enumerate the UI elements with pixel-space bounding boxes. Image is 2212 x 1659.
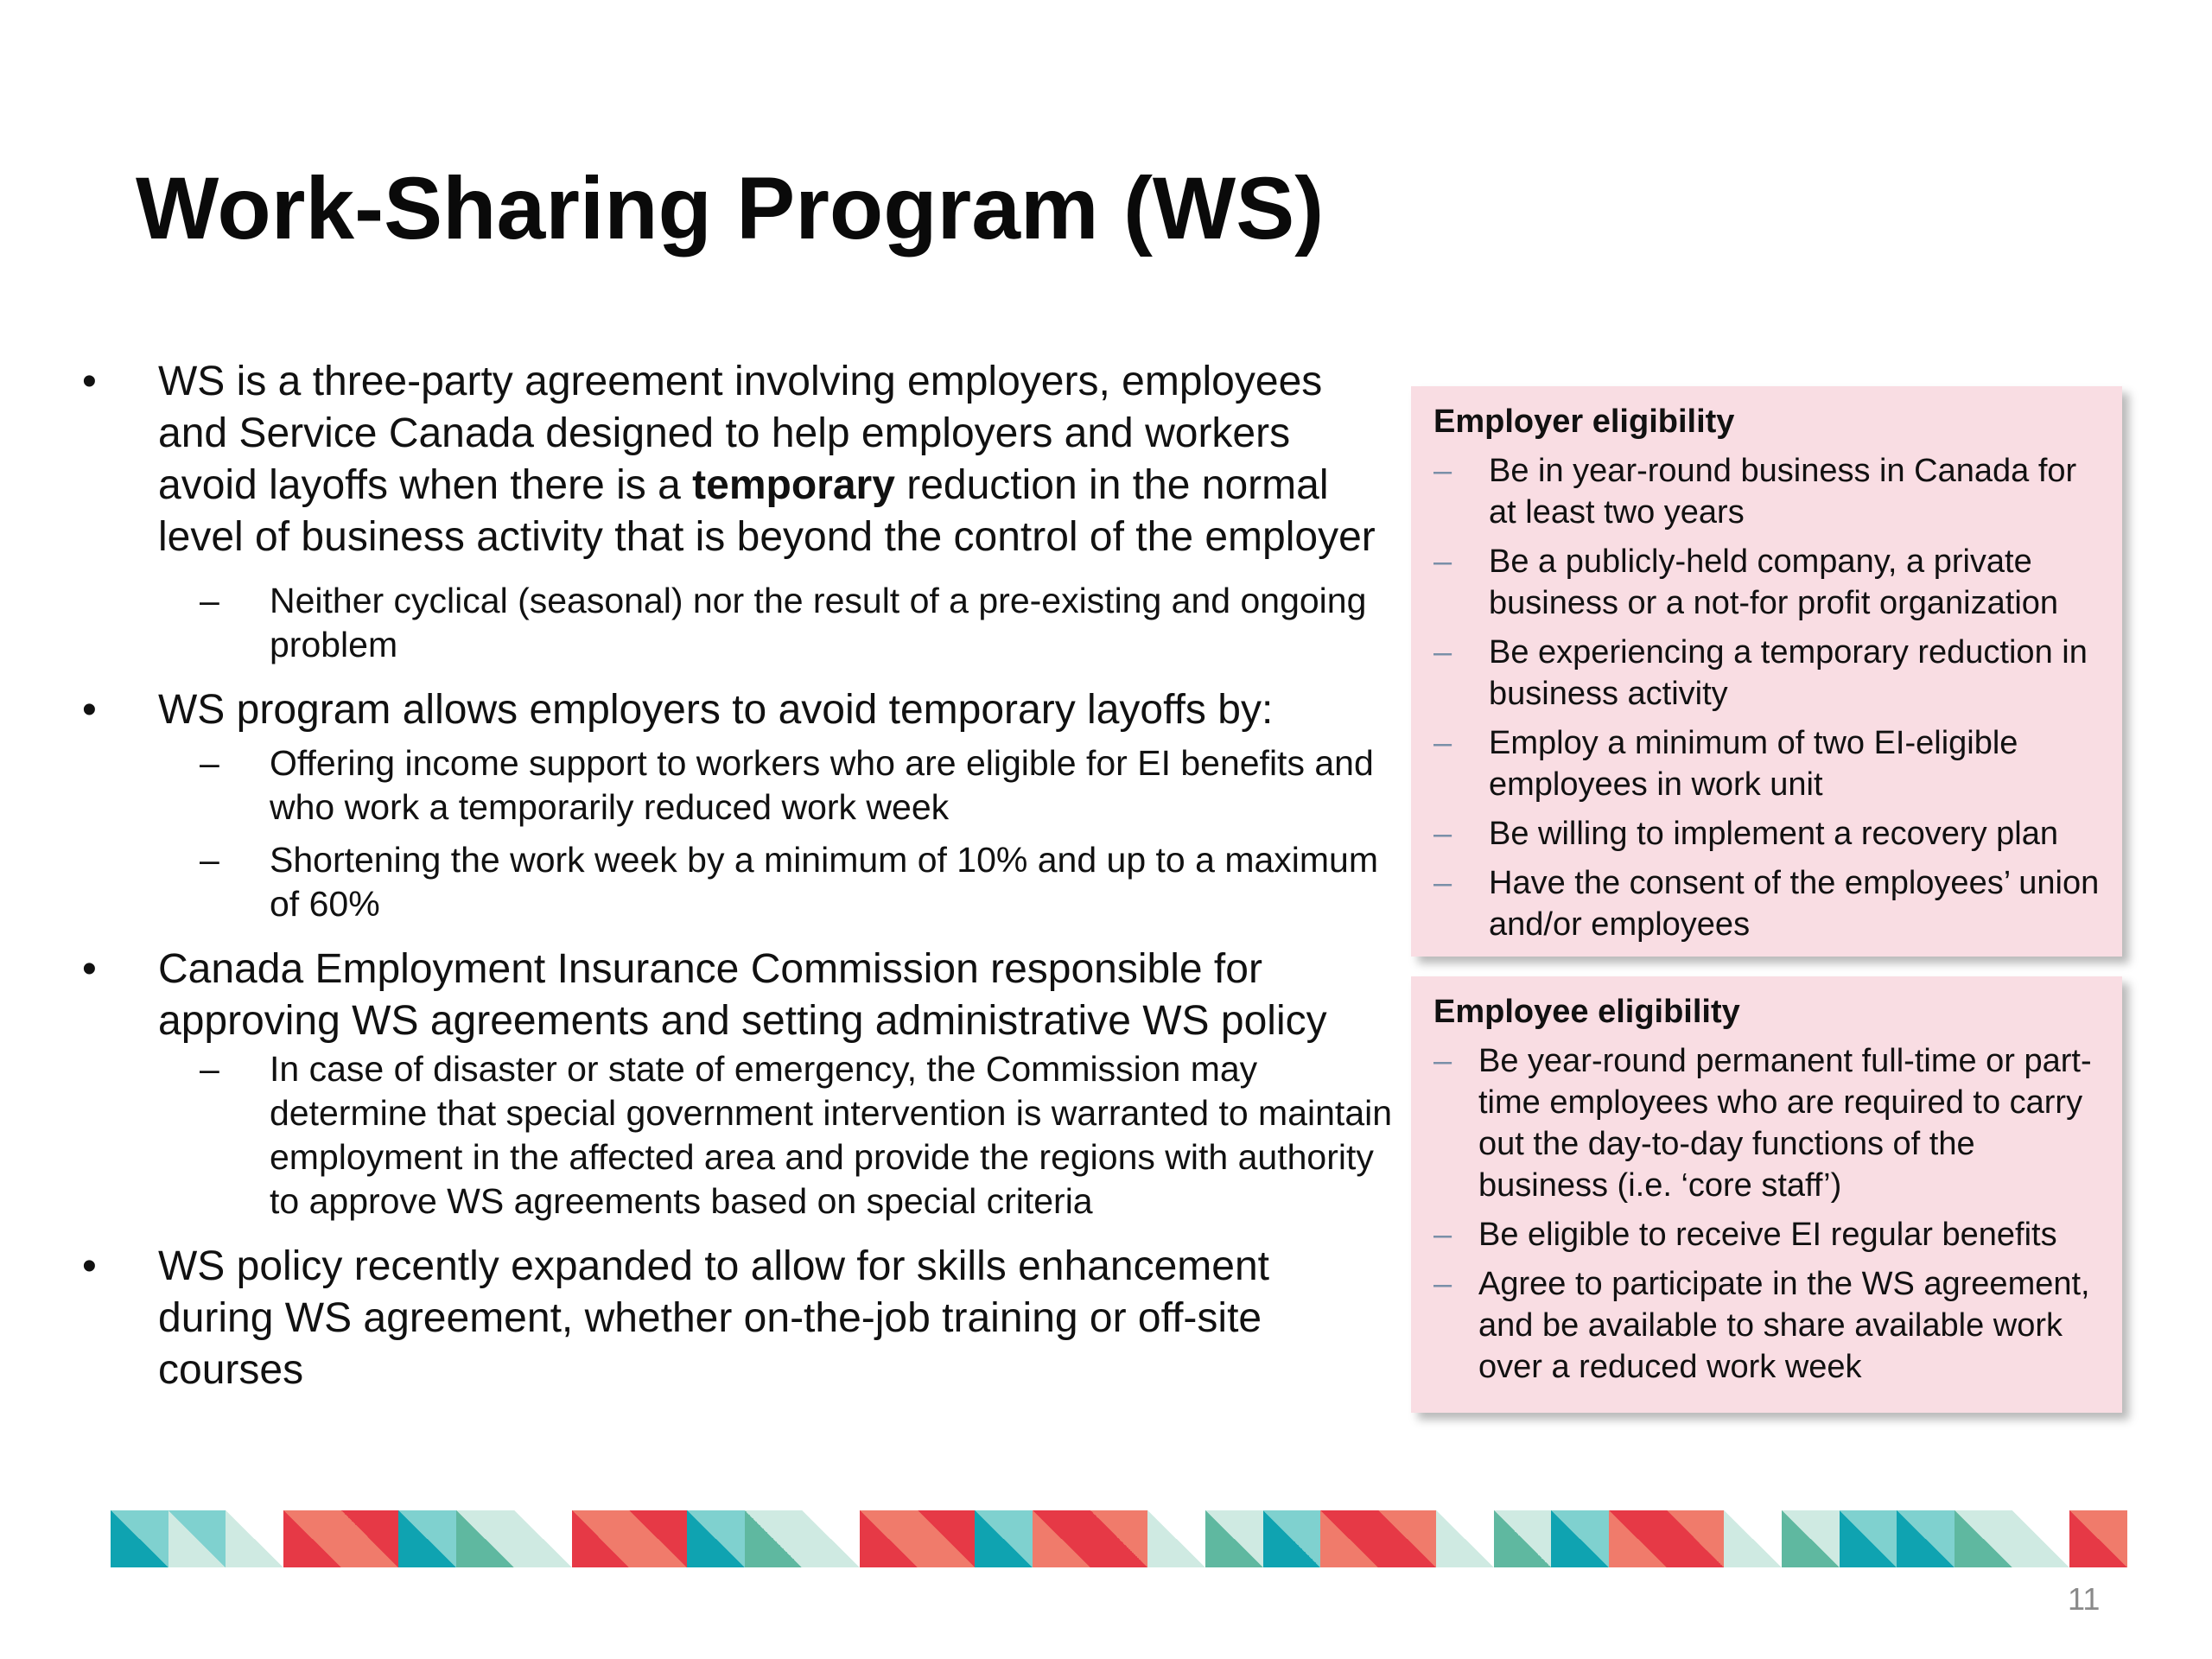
dash-marker: – xyxy=(1433,725,1452,761)
strip-triangle-tile xyxy=(1090,1510,1148,1567)
sub-item xyxy=(82,1047,1395,1224)
strip-triangle-tile xyxy=(514,1510,572,1567)
panel-item-text: Have the consent of the employees’ union and/or employees xyxy=(1489,865,2100,943)
dash-marker: – xyxy=(200,840,219,880)
panel-list-item xyxy=(1433,450,2100,533)
employee-eligibility-panel xyxy=(1411,976,2122,1413)
sub-text: Shortening the work week by a minimum of 10% and up to a maximum of 60% xyxy=(270,840,1378,924)
strip-triangle-tile xyxy=(2069,1510,2127,1567)
panel-list-item xyxy=(1433,1263,2100,1388)
strip-triangle-tile xyxy=(1609,1510,1667,1567)
strip-triangle-tile xyxy=(283,1510,341,1567)
bullet-item xyxy=(82,356,1395,667)
sub-list xyxy=(158,1047,1395,1224)
strip-triangle-tile xyxy=(975,1510,1033,1567)
strip-triangle-tile xyxy=(745,1510,803,1567)
sub-item xyxy=(82,579,1395,667)
bullet-marker: • xyxy=(82,687,97,733)
panel-item-text: Be a publicly-held company, a private business or a not-for profit organization xyxy=(1489,543,2059,621)
strip-triangle-tile xyxy=(629,1510,687,1567)
strip-triangle-tile xyxy=(1033,1510,1090,1567)
strip-triangle-tile xyxy=(1320,1510,1378,1567)
strip-triangle-tile xyxy=(226,1510,283,1567)
panel-list-item xyxy=(1433,722,2100,805)
panel-item-text: Be year-round permanent full-time or part-time employees who are required to carry out the day-to-day functions of the business (i.e. ‘core staff’) xyxy=(1478,1043,2092,1204)
strip-triangle-tile xyxy=(1494,1510,1552,1567)
page-number: 11 xyxy=(2068,1581,2101,1617)
bullet-text: Canada Employment Insurance Commission responsible for approving WS agreements and setting administrative WS policy xyxy=(158,946,1327,1044)
panel-title: Employee eligibility xyxy=(1433,994,1740,1030)
bullet-marker: • xyxy=(82,946,97,992)
sub-text: Offering income support to workers who are eligible for EI benefits and who work a temporarily reduced work week xyxy=(270,743,1374,827)
strip-triangle-tile xyxy=(1955,1510,2012,1567)
slide-title: Work-Sharing Program (WS) xyxy=(136,159,1325,257)
dash-marker: – xyxy=(200,581,219,620)
strip-triangle-tile xyxy=(1724,1510,1782,1567)
employer-eligibility-panel xyxy=(1411,386,2122,957)
dash-marker: – xyxy=(1433,1217,1452,1253)
sub-list xyxy=(158,741,1395,926)
strip-triangle-tile xyxy=(572,1510,630,1567)
dash-marker: – xyxy=(1433,453,1452,489)
bullet-text: reduction in the normal level of business activity that is beyond the control of the employer xyxy=(158,462,1376,560)
sub-text: In case of disaster or state of emergency, the Commission may determine that special government intervention is warranted to maintain employment in the affected area and provide the regions with authority to approve WS agreements based on special criteria xyxy=(270,1049,1393,1221)
strip-triangle-tile xyxy=(1436,1510,1494,1567)
panel-item-text: Be in year-round business in Canada for at least two years xyxy=(1489,453,2077,531)
dash-marker: – xyxy=(1433,634,1452,671)
dash-marker: – xyxy=(1433,816,1452,852)
panel-item-text: Employ a minimum of two EI-eligible employees in work unit xyxy=(1489,725,2018,803)
strip-triangle-tile xyxy=(687,1510,745,1567)
panel-list-item xyxy=(1433,1040,2100,1206)
dash-marker: – xyxy=(200,1049,219,1089)
bullet-marker: • xyxy=(82,1243,97,1289)
sub-list xyxy=(158,579,1395,667)
strip-triangle-tile xyxy=(456,1510,514,1567)
dash-marker: – xyxy=(1433,1043,1452,1079)
strip-triangle-tile xyxy=(1551,1510,1609,1567)
dash-marker: – xyxy=(200,743,219,783)
strip-triangle-tile xyxy=(1263,1510,1321,1567)
sub-item xyxy=(82,741,1395,830)
strip-triangle-tile xyxy=(1378,1510,1436,1567)
decorative-triangle-strip xyxy=(111,1510,2127,1567)
panel-list-item xyxy=(1433,813,2100,855)
strip-triangle-tile xyxy=(1782,1510,1840,1567)
bullet-item xyxy=(82,684,1395,926)
strip-triangle-tile xyxy=(860,1510,918,1567)
strip-triangle-tile xyxy=(1205,1510,1263,1567)
sub-text: Neither cyclical (seasonal) nor the result of a pre-existing and ongoing problem xyxy=(270,581,1367,664)
dash-marker: – xyxy=(1433,543,1452,580)
bullet-marker: • xyxy=(82,359,97,404)
strip-triangle-tile xyxy=(341,1510,399,1567)
strip-triangle-tile xyxy=(398,1510,456,1567)
strip-triangle-tile xyxy=(1667,1510,1725,1567)
panel-item-text: Be experiencing a temporary reduction in business activity xyxy=(1489,634,2088,712)
dash-marker: – xyxy=(1433,865,1452,901)
strip-triangle-tile xyxy=(1840,1510,1897,1567)
panel-item-text: Be eligible to receive EI regular benefits xyxy=(1478,1217,2057,1253)
strip-triangle-tile xyxy=(918,1510,976,1567)
strip-triangle-tile xyxy=(168,1510,226,1567)
panel-title: Employer eligibility xyxy=(1433,404,1735,440)
bullet-item xyxy=(82,944,1395,1224)
strip-triangle-tile xyxy=(2012,1510,2070,1567)
strip-triangle-tile xyxy=(1147,1510,1205,1567)
bullet-text: WS is a three-party agreement involving employers, employees and Service Canada designed to help employers and workers avoid layoffs when there is a xyxy=(158,359,1323,508)
bullet-item xyxy=(82,1241,1395,1396)
main-bullet-list xyxy=(82,356,1395,1414)
panel-list-item xyxy=(1433,541,2100,624)
bullet-text-bold: temporary xyxy=(692,462,895,508)
bullet-text: WS policy recently expanded to allow for skills enhancement during WS agreement, whether on-the-job training or off-site courses xyxy=(158,1243,1269,1393)
panel-list-item xyxy=(1433,1214,2100,1255)
dash-marker: – xyxy=(1433,1266,1452,1302)
strip-triangle-tile xyxy=(1897,1510,1955,1567)
bullet-text: WS program allows employers to avoid temporary layoffs by: xyxy=(158,687,1274,733)
panel-item-text: Agree to participate in the WS agreement, and be available to share available work over a reduced work week xyxy=(1478,1266,2090,1385)
panel-list-item xyxy=(1433,862,2100,945)
strip-triangle-tile xyxy=(802,1510,860,1567)
sub-item xyxy=(82,838,1395,926)
strip-triangle-tile xyxy=(111,1510,168,1567)
panel-item-text: Be willing to implement a recovery plan xyxy=(1489,816,2058,852)
panel-list-item xyxy=(1433,632,2100,715)
